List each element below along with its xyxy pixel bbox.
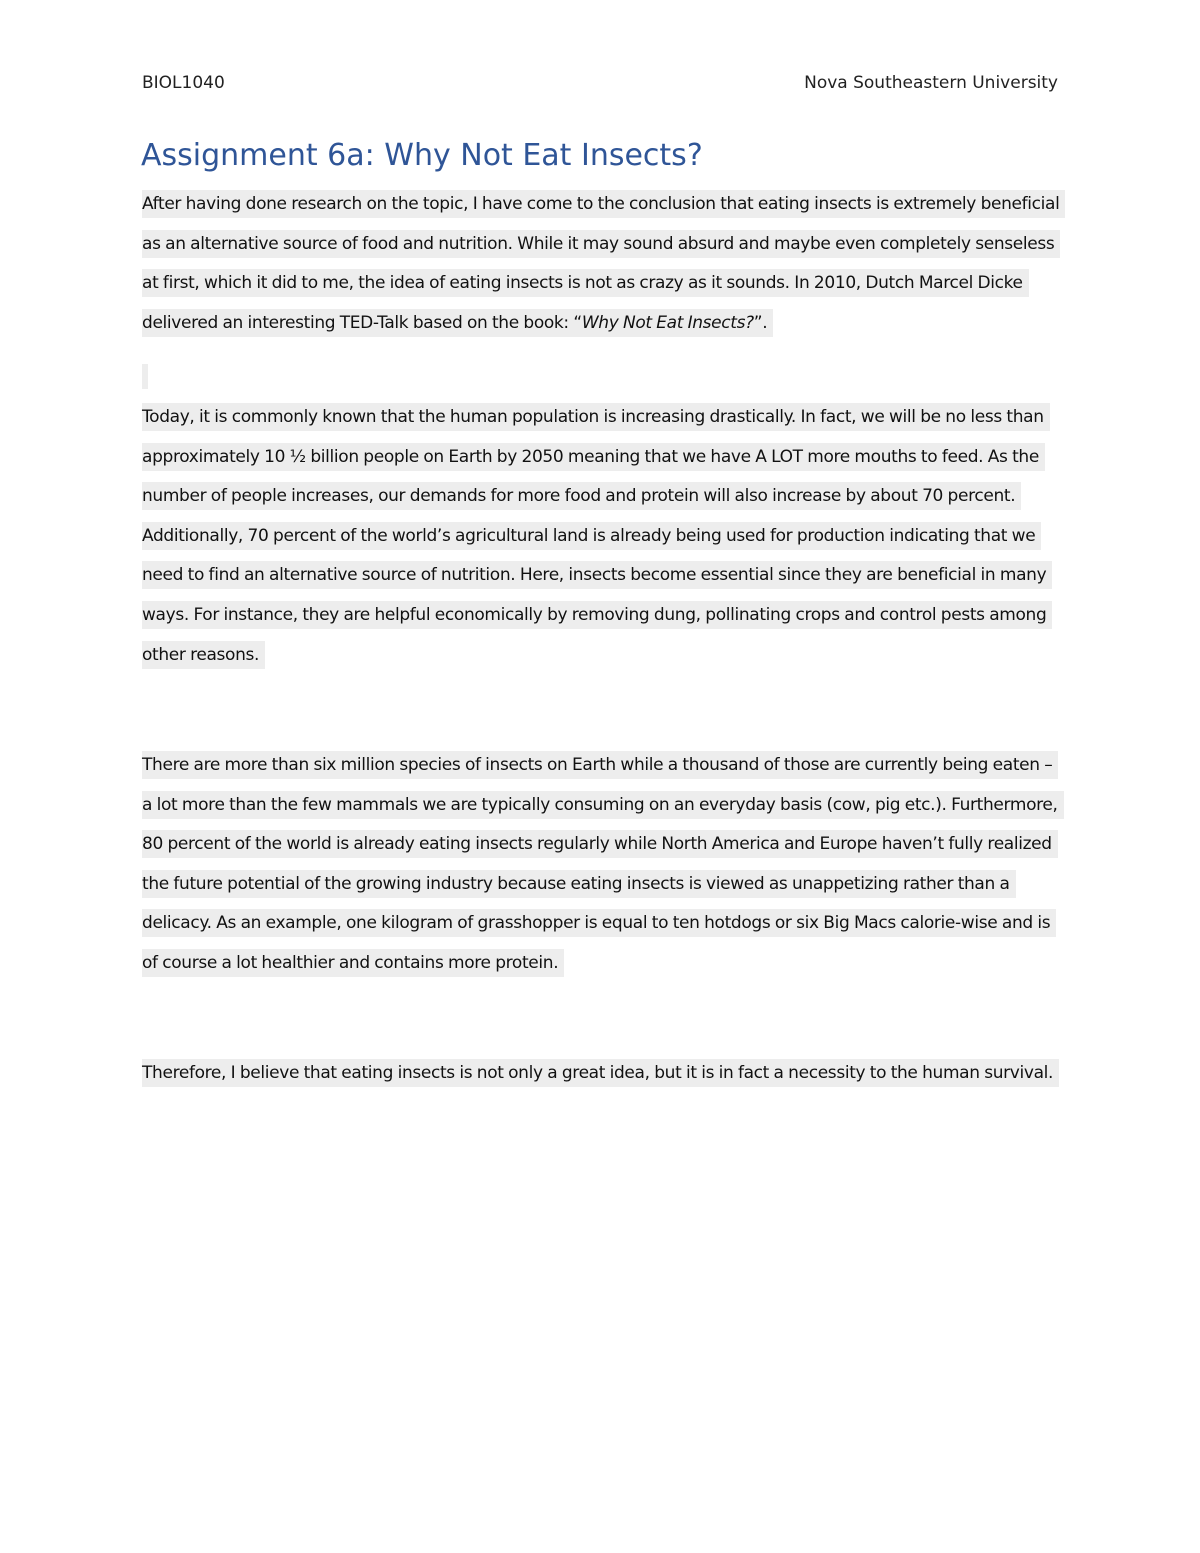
paragraph-conclusion-text: Therefore, I believe that eating insects is not only a great idea, but it is in fact a necessity to the human survival. [142,1059,1059,1087]
paragraph-intro-highlight [142,190,1065,337]
university-name: Nova Southeastern University [804,73,1058,93]
page-header [142,73,1058,99]
paragraph-intro [142,185,1062,343]
paragraph-population [142,398,1062,675]
book-title: Why Not Eat Insects? [581,312,754,333]
paragraph-species-text: There are more than six million species of insects on Earth while a thousand of those are currently being eaten – a lot more than the few mammals we are typically consuming on an everyday basis (cow, pig etc.). Furthermore, 80 percent of the world is already eating insects regularly while North America and Europe haven’t fully realized the future potential of the growing industry because eating insects is viewed as unappetizing rather than a delicacy. As an example, one kilogram of grasshopper is equal to ten hotdogs or six Big Macs calorie-wise and is of course a lot healthier and contains more protein. [142,751,1064,977]
course-code: BIOL1040 [142,73,225,93]
paragraph-conclusion [142,1054,1062,1094]
paragraph-intro-end: ”. [753,312,768,333]
paragraph-intro-text: After having done research on the topic, I have come to the conclusion that eating insects is extremely beneficial as an alternative source of food and nutrition. While it may sound absurd and maybe even completely senseless at first, which it did to me, the idea of eating insects is not as crazy as it sounds. In 2010, Dutch Marcel Dicke delivered an interesting TED-Talk based on the book: “ [142,194,1060,333]
document-title: Assignment 6a: Why Not Eat Insects? [141,138,703,173]
paragraph-population-text: Today, it is commonly known that the human population is increasing drastically. In fact, we will be no less than approximately 10 ½ billion people on Earth by 2050 meaning that we have A LOT more mouths to feed. As the number of people increases, our demands for more food and protein will also increase by about 70 percent. Additionally, 70 percent of the world’s agricultural land is already being used for production indicating that we need to find an alternative source of nutrition. Here, insects become essential since they are beneficial in many ways. For instance, they are helpful economically by removing dung, pollinating crops and control pests among other reasons. [142,403,1052,669]
paragraph-species [142,746,1062,984]
empty-paragraph-highlight [142,364,148,389]
